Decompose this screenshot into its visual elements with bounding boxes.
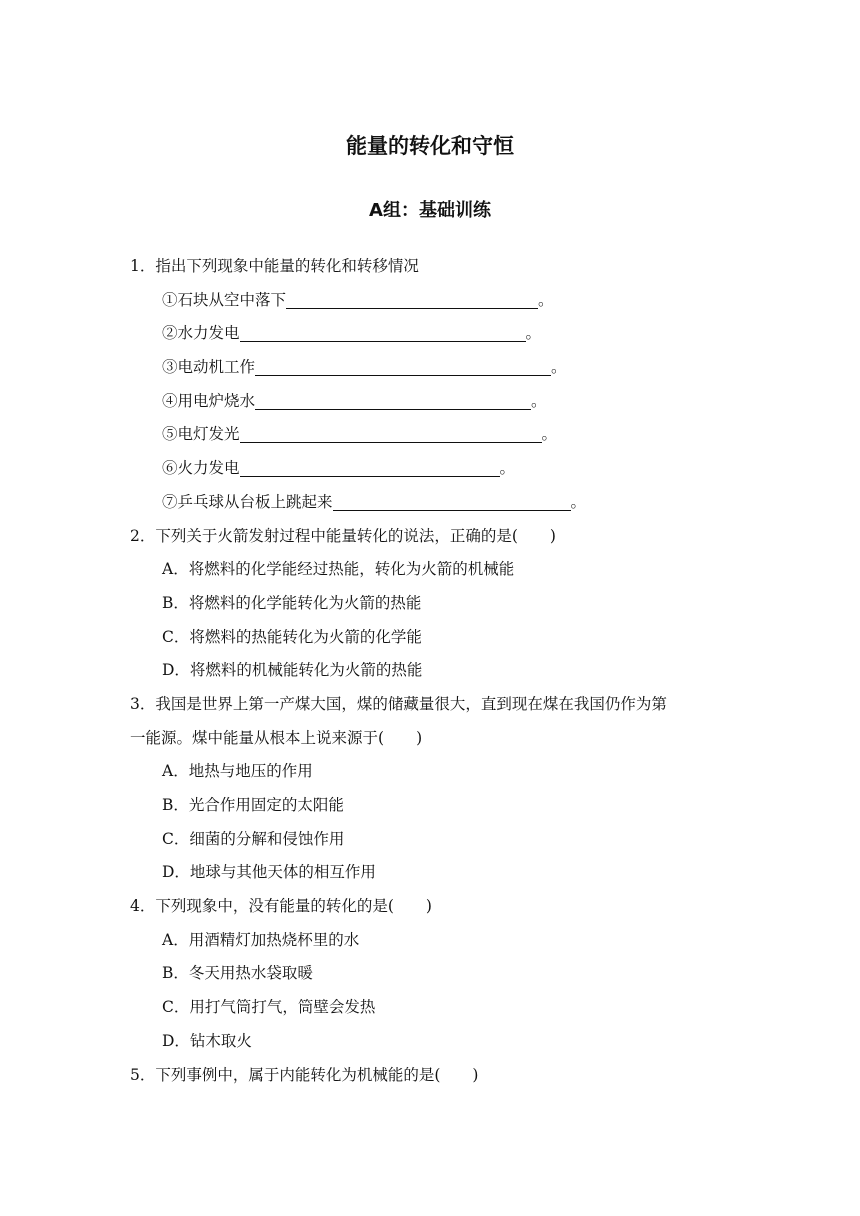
question-1-item: ⑥火力发电 。 [130, 452, 740, 486]
question-1-item: ②水力发电 。 [130, 317, 740, 351]
option-a[interactable]: A．用酒精灯加热烧杯里的水 [162, 930, 360, 949]
question-list [130, 250, 740, 1092]
question-2-stem: 2．下列关于火箭发射过程中能量转化的说法，正确的是( ) [130, 526, 556, 545]
option-a[interactable]: A．地热与地压的作用 [162, 762, 313, 781]
question-1-item: ①石块从空中落下 。 [130, 284, 740, 318]
answer-blank[interactable] [240, 456, 500, 477]
option-d[interactable]: D．地球与其他天体的相互作用 [162, 863, 376, 882]
answer-blank[interactable] [286, 288, 538, 309]
answer-blank[interactable] [240, 422, 542, 443]
page-title: 能量的转化和守恒 [346, 134, 514, 158]
question-1-item: ③电动机工作 。 [130, 351, 740, 385]
section-heading: A组：基础训练 [369, 200, 491, 221]
question-1-item: ④用电炉烧水 。 [130, 385, 740, 419]
question-1-item: ⑦乒乓球从台板上跳起来 。 [130, 486, 740, 520]
option-c[interactable]: C．细菌的分解和侵蚀作用 [162, 829, 345, 848]
question-5-stem: 5．下列事例中，属于内能转化为机械能的是( ) [130, 1065, 479, 1084]
answer-blank[interactable] [255, 389, 531, 410]
option-c[interactable]: C．将燃料的热能转化为火箭的化学能 [162, 627, 422, 646]
question-1-stem: 1．指出下列现象中能量的转化和转移情况 [130, 257, 419, 275]
question-3-stem: 3．我国是世界上第一产煤大国，煤的储藏量很大，直到现在煤在我国仍作为第 [130, 694, 667, 713]
question-4-stem: 4．下列现象中，没有能量的转化的是( ) [130, 897, 432, 916]
question-3-stem-continued: 一能源。煤中能量从根本上说来源于( ) [130, 728, 423, 747]
question-1-item: ⑤电灯发光 。 [130, 418, 740, 452]
option-a[interactable]: A．将燃料的化学能经过热能，转化为火箭的机械能 [162, 560, 515, 579]
option-c[interactable]: C．用打气筒打气，筒壁会发热 [162, 998, 376, 1017]
answer-blank[interactable] [333, 490, 571, 511]
option-d[interactable]: D．将燃料的机械能转化为火箭的热能 [162, 661, 423, 680]
answer-blank[interactable] [255, 355, 551, 376]
answer-blank[interactable] [240, 321, 526, 342]
option-b[interactable]: B．光合作用固定的太阳能 [162, 796, 344, 814]
option-d[interactable]: D．钻木取火 [162, 1031, 252, 1050]
option-b[interactable]: B．冬天用热水袋取暖 [162, 964, 313, 983]
option-b[interactable]: B．将燃料的化学能转化为火箭的热能 [162, 593, 422, 612]
